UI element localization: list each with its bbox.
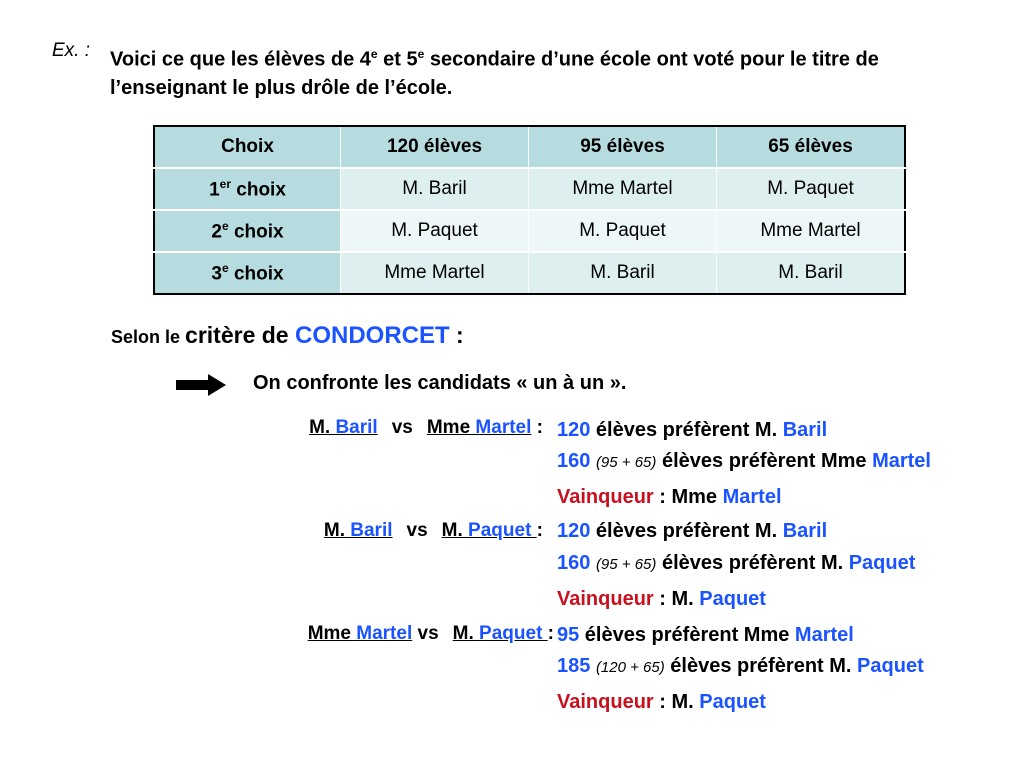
table-row — [154, 210, 905, 252]
row-label-num: 1 — [209, 179, 220, 201]
colon: : — [536, 520, 543, 541]
preferred-title: M. — [820, 552, 849, 574]
candidate-a — [309, 417, 378, 438]
table-header: 95 élèves — [529, 126, 717, 168]
duel-pair — [308, 623, 554, 645]
row-label — [154, 210, 341, 252]
vote-count: 160 — [557, 552, 591, 574]
vote-count: 120 — [557, 419, 591, 441]
candidate-title: M. — [441, 520, 469, 541]
vs-label: vs — [391, 417, 413, 438]
intro-sup-b: e — [417, 47, 425, 61]
candidate-name: Baril — [350, 520, 393, 541]
table-cell: Mme Martel — [341, 252, 529, 294]
preferred-name: Baril — [782, 419, 828, 441]
winner-sep: : — [653, 486, 672, 508]
table-cell: M. Paquet — [341, 210, 529, 252]
vs-label: vs — [406, 520, 428, 541]
duel-line — [557, 520, 827, 543]
preferred-name: Martel — [794, 624, 854, 646]
duel-pair — [324, 520, 543, 542]
duel-line — [557, 450, 931, 473]
preferred-name: Paquet — [848, 552, 916, 574]
preferred-title: Mme — [743, 624, 795, 646]
winner-name: Martel — [722, 486, 782, 508]
table-row — [154, 252, 905, 294]
table-header: 65 élèves — [717, 126, 906, 168]
intro-text-b: et 5 — [377, 48, 418, 71]
row-label — [154, 168, 341, 210]
table-cell: M. Baril — [341, 168, 529, 210]
vote-detail: (95 + 65) — [595, 454, 657, 471]
table-cell: M. Baril — [717, 252, 906, 294]
criterion-condorcet: CONDORCET — [294, 322, 450, 349]
table-header: 120 élèves — [341, 126, 529, 168]
winner-sep: : — [653, 588, 672, 610]
winner-title: M. — [671, 691, 700, 713]
preferred-title: Mme — [820, 450, 873, 472]
right-arrow-icon — [176, 374, 226, 396]
candidate-name: Paquet — [479, 623, 548, 644]
preferred-name: Baril — [782, 520, 828, 542]
duel-line — [557, 552, 915, 575]
candidate-name: Paquet — [468, 520, 537, 541]
intro-paragraph — [110, 40, 1000, 102]
preferred-name: Paquet — [857, 655, 924, 677]
vote-count: 95 — [557, 624, 580, 646]
prefer-text: élèves préfèrent — [590, 520, 755, 542]
row-label-sup: er — [219, 176, 231, 191]
preferred-title: M. — [754, 520, 783, 542]
preferred-title: M. — [829, 655, 858, 677]
vote-count: 120 — [557, 520, 591, 542]
criterion-heading — [111, 322, 464, 350]
vote-detail: (120 + 65) — [595, 659, 665, 676]
vs-label: vs — [417, 623, 439, 644]
table-cell: M. Baril — [529, 252, 717, 294]
criterion-part4: : — [449, 322, 464, 348]
winner-line — [557, 588, 766, 611]
winner-sep: : — [653, 691, 672, 713]
prefer-text: élèves préfèrent — [656, 450, 821, 472]
candidate-title: M. — [452, 623, 480, 644]
criterion-part1: Selon le — [111, 327, 186, 347]
candidate-name: Martel — [356, 623, 413, 644]
row-label-num: 2 — [211, 221, 222, 243]
candidate-a — [324, 520, 393, 541]
prefer-text: élèves préfèrent — [664, 655, 830, 677]
table-header-row — [154, 126, 905, 168]
example-label: Ex. : — [52, 40, 91, 61]
duel-line — [557, 624, 854, 647]
prefer-text: élèves préfèrent — [579, 624, 744, 646]
confront-text: On confronte les candidats « un à un ». — [253, 372, 627, 394]
intro-text-a: Voici ce que les élèves de 4 — [110, 48, 371, 71]
candidate-b — [453, 623, 548, 644]
winner-label: Vainqueur — [557, 691, 654, 713]
winner-line — [557, 486, 782, 509]
candidate-title: M. — [309, 417, 336, 438]
candidate-title: Mme — [426, 417, 476, 438]
intro-sup-a: e — [370, 47, 378, 61]
candidate-title: Mme — [307, 623, 357, 644]
preferred-title: M. — [754, 419, 783, 441]
preferred-name: Martel — [872, 450, 931, 472]
candidate-b — [442, 520, 537, 541]
row-label — [154, 252, 341, 294]
row-label-sup: e — [221, 260, 229, 275]
table-row — [154, 168, 905, 210]
table-cell: Mme Martel — [529, 168, 717, 210]
candidate-name: Martel — [475, 417, 532, 438]
winner-name: Paquet — [699, 691, 766, 713]
table-header: Choix — [154, 126, 341, 168]
vote-count: 185 — [557, 655, 591, 677]
vote-detail: (95 + 65) — [595, 556, 657, 573]
table-cell: Mme Martel — [717, 210, 906, 252]
candidate-title: M. — [323, 520, 351, 541]
winner-title: Mme — [671, 486, 723, 508]
table-cell: M. Paquet — [717, 168, 906, 210]
row-label-num: 3 — [211, 263, 222, 285]
winner-name: Paquet — [699, 588, 766, 610]
prefer-text: élèves préfèrent — [656, 552, 821, 574]
candidate-a — [308, 623, 413, 644]
criterion-part2: critère de — [185, 322, 295, 348]
table-cell: M. Paquet — [529, 210, 717, 252]
vote-count: 160 — [557, 450, 591, 472]
candidate-b — [427, 417, 532, 438]
winner-title: M. — [671, 588, 700, 610]
duel-pair — [309, 417, 543, 439]
winner-line — [557, 691, 766, 714]
winner-label: Vainqueur — [557, 588, 654, 610]
duel-line — [557, 419, 827, 442]
candidate-name: Baril — [335, 417, 378, 438]
colon: : — [536, 417, 543, 438]
row-label-text: choix — [231, 179, 286, 201]
prefer-text: élèves préfèrent — [590, 419, 755, 441]
colon: : — [547, 623, 554, 644]
winner-label: Vainqueur — [557, 486, 654, 508]
intro-text-c: secondaire d’une école ont voté pour le titre de l’enseignant le plus drôle de l’école. — [110, 48, 879, 99]
row-label-text: choix — [228, 221, 284, 243]
vote-table — [153, 125, 906, 295]
row-label-text: choix — [228, 263, 284, 285]
duel-line — [557, 655, 924, 678]
row-label-sup: e — [221, 218, 229, 233]
